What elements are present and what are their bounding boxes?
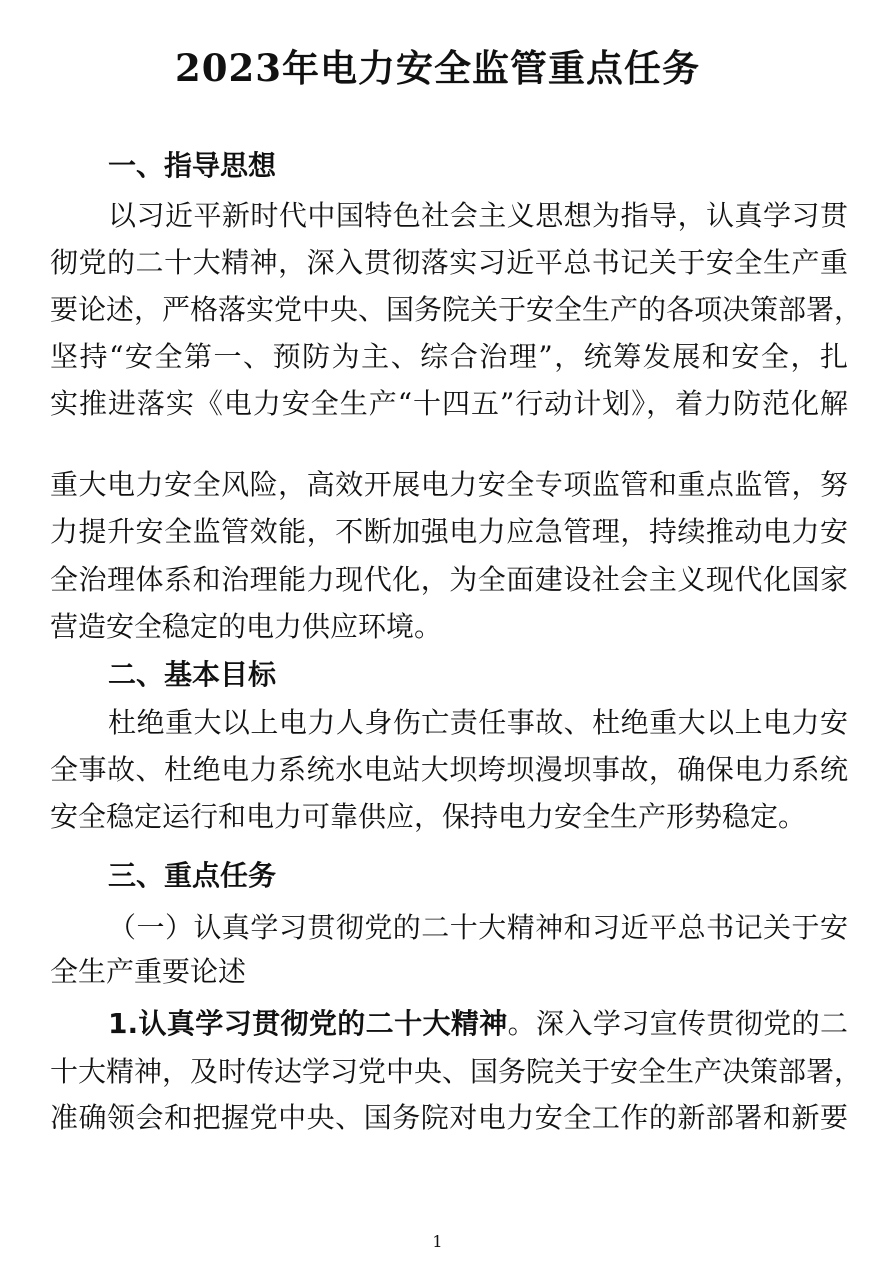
paragraph-line: 全治理体系和治理能力现代化，为全面建设社会主义现代化国家	[50, 563, 848, 596]
paragraph-line	[108, 1004, 848, 1044]
item-title: 1.认真学习贯彻党的二十大精神	[108, 1007, 508, 1040]
section-heading: 三、重点任务	[108, 859, 277, 892]
paragraph-line: 力提升安全监管效能，不断加强电力应急管理，持续推动电力安	[50, 515, 848, 548]
paragraph-line: 全事故、杜绝电力系统水电站大坝垮坝漫坝事故，确保电力系统	[50, 753, 848, 786]
paragraph-line: 重大电力安全风险，高效开展电力安全专项监管和重点监管，努	[50, 468, 848, 501]
paragraph-line: 要论述，严格落实党中央、国务院关于安全生产的各项决策部署，	[50, 293, 863, 326]
section-heading: 二、基本目标	[108, 658, 277, 691]
page-number: 1	[432, 1232, 443, 1251]
item-text: 。深入学习宣传贯彻党的二	[507, 1007, 848, 1040]
paragraph-line: 坚持“安全第一、预防为主、综合治理”，统筹发展和安全，扎	[50, 340, 848, 373]
paragraph-line: 营造安全稳定的电力供应环境。	[50, 610, 443, 643]
subsection-heading: 全生产重要论述	[50, 955, 247, 988]
paragraph-line: 安全稳定运行和电力可靠供应，保持电力安全生产形势稳定。	[50, 800, 807, 833]
paragraph-line: 十大精神，及时传达学习党中央、国务院关于安全生产决策部署，	[50, 1055, 863, 1088]
paragraph-line: 实推进落实《电力安全生产“十四五”行动计划》，着力防范化解	[50, 387, 848, 420]
paragraph-line: 准确领会和把握党中央、国务院对电力安全工作的新部署和新要	[50, 1101, 848, 1134]
subsection-heading: （一）认真学习贯彻党的二十大精神和习近平总书记关于安	[108, 911, 848, 944]
paragraph-line: 以习近平新时代中国特色社会主义思想为指导，认真学习贯	[108, 199, 848, 232]
section-heading: 一、指导思想	[108, 149, 277, 182]
paragraph-line: 彻党的二十大精神，深入贯彻落实习近平总书记关于安全生产重	[50, 246, 848, 279]
document-title: 2023年电力安全监管重点任务	[175, 46, 700, 90]
paragraph-line: 杜绝重大以上电力人身伤亡责任事故、杜绝重大以上电力安	[108, 706, 848, 739]
